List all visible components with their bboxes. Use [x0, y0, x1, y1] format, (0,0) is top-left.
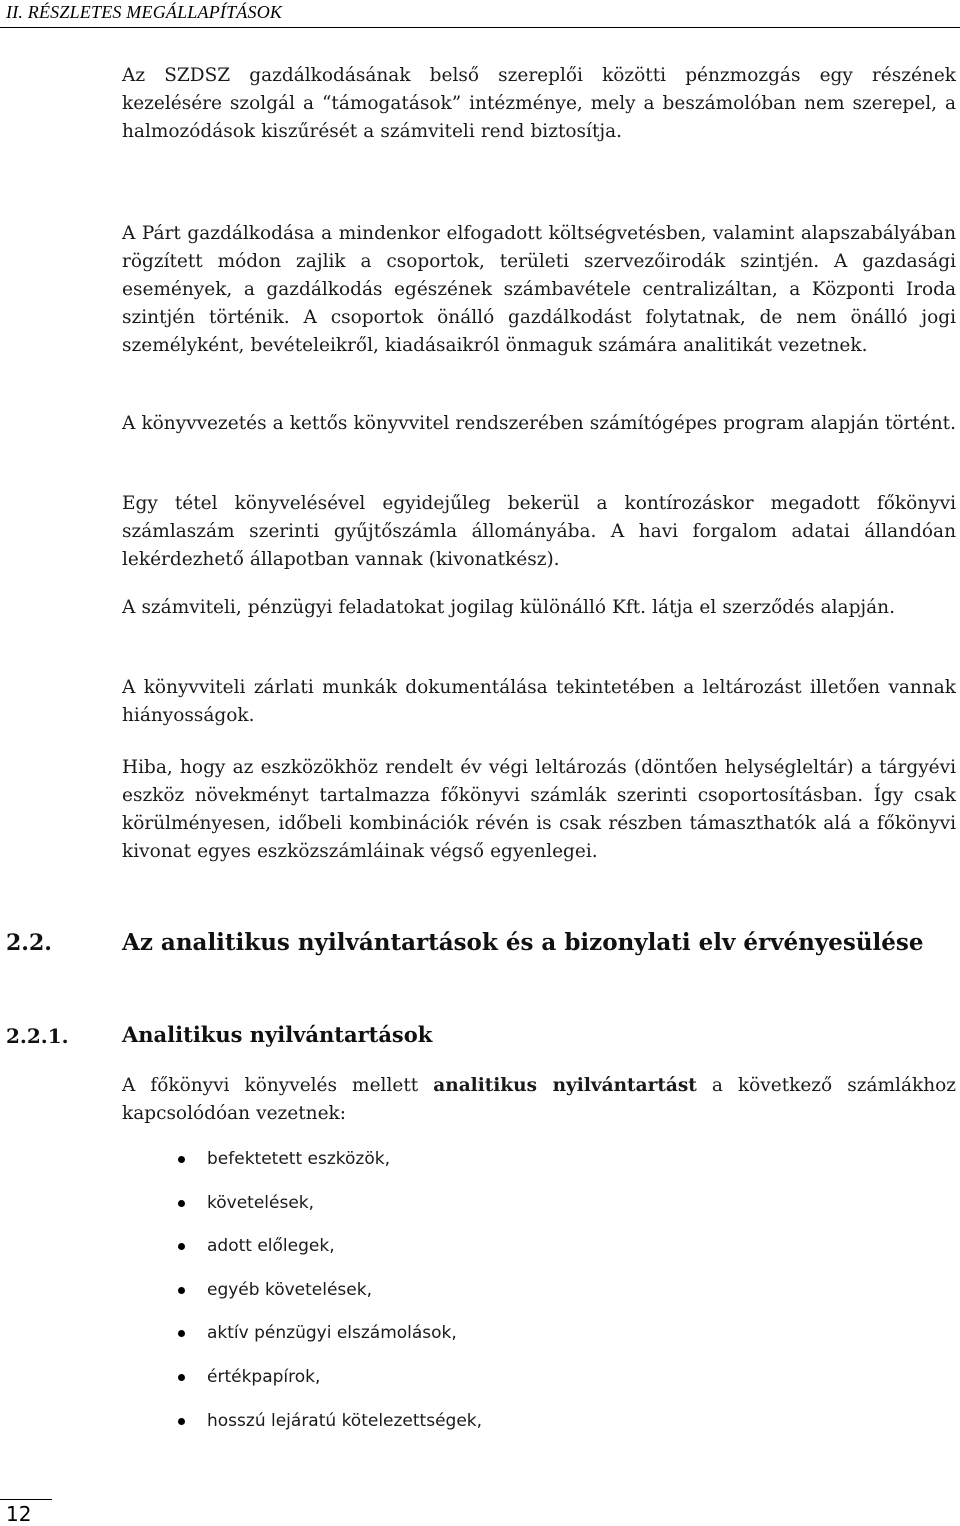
intro-text: a következő számlákhoz kapcsolódóan vezetnek: [122, 1075, 957, 1124]
paragraph: A számviteli, pénzügyi feladatokat jogilag különálló Kft. látja el szerződés alapján. [122, 597, 895, 618]
bullet-icon [178, 1374, 185, 1381]
list-item-label: adott előlegek, [207, 1236, 335, 1257]
section-title: Az analitikus nyilvántartások és a bizonylati elv érvényesülése [122, 929, 924, 956]
intro-text: A főkönyvi könyvelés mellett [122, 1075, 434, 1096]
list-item-label: értékpapírok, [207, 1366, 321, 1387]
list-item [175, 1146, 482, 1190]
running-header: II. RÉSZLETES MEGÁLLAPÍTÁSOK [6, 2, 283, 22]
list-item [175, 1233, 482, 1277]
bullet-icon [178, 1156, 185, 1163]
intro-emphasis: analitikus nyilvántartást [433, 1075, 697, 1096]
list-item [175, 1408, 482, 1452]
analytics-list [175, 1146, 482, 1451]
paragraph: A könyvvezetés a kettős könyvvitel rendszerében számítógépes program alapján történt. [122, 413, 956, 434]
paragraph: Egy tétel könyvelésével egyidejűleg bekerül a kontírozáskor megadott főkönyvi számlaszám szerinti gyűjtőszámla állományába. A havi forgalom adatai állandóan lekérdezhető állapotban vannak (kivonatkész). [122, 493, 956, 570]
page-number: 12 [6, 1502, 32, 1526]
list-item-label: egyéb követelések, [207, 1279, 372, 1300]
list-item-label: követelések, [207, 1192, 315, 1213]
paragraph: A Párt gazdálkodása a mindenkor elfogadott költségvetésben, valamint alapszabályában rögzített módon zajlik a csoportok, területi szervezőirodák szintjén. A gazdasági események, a gazdálkodás egészének számbavétele centralizáltan, a Központi Iroda szintjén történik. A csoportok önálló gazdálkodást folytatnak, de nem önálló jogi személyként, bevételeikről, kiadásaikról önmaguk számára analitikát vezetnek. [122, 223, 956, 356]
list-item-label: aktív pénzügyi elszámolások, [207, 1323, 457, 1344]
list-item-label: befektetett eszközök, [207, 1149, 390, 1169]
subsection-title: Analitikus nyilvántartások [122, 1022, 433, 1047]
list-item-label: hosszú lejáratú kötelezettségek, [207, 1410, 483, 1431]
bullet-icon [178, 1243, 185, 1250]
bullet-icon [178, 1418, 185, 1425]
paragraph: Hiba, hogy az eszközökhöz rendelt év végi leltározás (döntően helységleltár) a tárgyévi eszköz növekményt tartalmazza főkönyvi számlák szerinti csoportosításban. Így csak körülményesen, időbeli kombinációk révén is csak részben támaszthatók alá a főkönyvi kivonat egyes eszközszámláinak végső egyenlegei. [122, 757, 956, 862]
section-number: 2.2. [6, 930, 52, 956]
header-divider [0, 27, 960, 28]
list-item [175, 1190, 482, 1234]
bullet-icon [178, 1330, 185, 1337]
paragraph: Az SZDSZ gazdálkodásának belső szereplői közötti pénzmozgás egy részének kezelésére szolgál a “támogatások” intézménye, mely a beszámolóban nem szerepel, a halmozódások kiszűrését a számviteli rend biztosítja. [122, 65, 956, 142]
paragraph: A könyvviteli zárlati munkák dokumentálása tekintetében a leltározást illetően vannak hiányosságok. [122, 677, 956, 726]
bullet-icon [178, 1200, 185, 1207]
bullet-icon [178, 1287, 185, 1294]
list-item [175, 1320, 482, 1364]
list-item [175, 1277, 482, 1321]
list-item [175, 1364, 482, 1408]
subsection-number: 2.2.1. [6, 1024, 69, 1048]
footer-divider [0, 1499, 52, 1500]
subsection-intro [122, 1072, 956, 1128]
